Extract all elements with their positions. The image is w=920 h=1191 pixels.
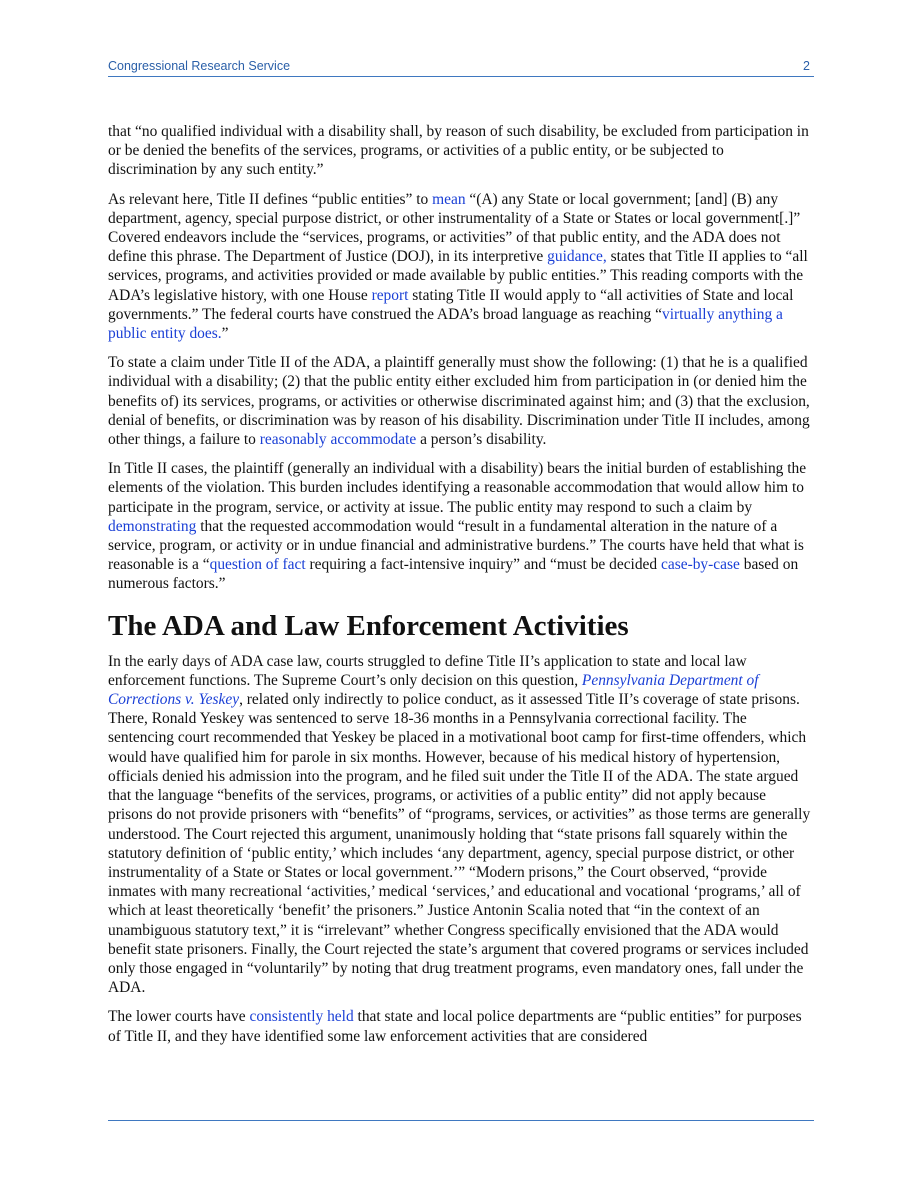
link-case-by-case[interactable]: case-by-case [661,556,740,574]
link-mean[interactable]: mean [432,190,466,208]
paragraph-2 [108,190,814,344]
footer-divider [108,1120,814,1121]
page-number: 2 [803,59,810,73]
text: based on numerous factors.” [108,556,799,593]
text: a person’s disability. [416,431,547,449]
text: ” [221,325,229,343]
document-body [108,122,814,1056]
link-guidance[interactable]: guidance, [547,248,607,266]
paragraph-5 [108,652,814,998]
paragraph-6 [108,1007,814,1045]
text: states that Title II applies to “all services, programs, and activities provided or made available by public entities.” This reading comports with the ADA’s legislative history, with one House [108,248,808,304]
text: stating Title II would apply to “all activities of State and local governments.” The federal courts have construed the ADA’s broad language as reaching “ [108,286,794,323]
text: The lower courts have [108,1008,250,1026]
text: that state and local police departments are “public entities” for purposes of Title II, and they have identified some law enforcement activities that are considered [108,1008,802,1045]
text: , related only indirectly to police conduct, as it assessed Title II’s coverage of state prisons. There, Ronald Yeskey was sentenced to serve 18-36 months in a Pennsylvania correctional facility. The sentencing court recommended that Yeskey be placed in a motivational boot camp for first-time offenders, which would have qualified him for parole in six months. However, because of his medical history of hypertension, officials denied his admission into the program, and he filed suit under the Title II of the ADA. The state argued that the language “benefits of the services, programs, or activities of a public entity” did not apply because prisons do not provide prisoners with “benefits” of “programs, services, or activities” as those terms are generally understood. The Court rejected this argument, unanimously holding that “state prisons fall squarely within the statutory definition of ‘public entity,’ which includes ‘any department, agency, special purpose district, or other instrumentality of a State or States or local government.’” “Modern prisons,” the Court observed, “provide inmates with many recreational ‘activities,’ medical ‘services,’ and educational and vocational ‘programs,’ all of which at least theoretically ‘benefit’ the prisoners.” Justice Antonin Scalia noted that “in the context of an unambiguous statutory text,” it is “irrelevant” whether Congress specifically envisioned that the ADA would benefit state prisoners. Finally, the Court rejected the state’s argument that covered programs or services included only those engaged in “voluntarily” by noting that drug treatment programs, even mandatory ones, fall under the ADA. [108,691,811,997]
text: that the requested accommodation would “result in a fundamental alteration in the nature of a service, program, or activity or in undue financial and administrative burdens.” The courts have held that what is reasonable is a “ [108,517,804,574]
text: In the early days of ADA case law, courts struggled to define Title II’s application to state and local law enforcement functions. The Supreme Court’s only decision on this question, [108,652,747,689]
link-reasonably-accommodate[interactable]: reasonably accommodate [259,431,417,449]
link-consistently-held[interactable]: consistently held [249,1008,354,1026]
paragraph-4 [108,459,814,593]
text: In Title II cases, the plaintiff (generally an individual with a disability) bears the initial burden of establishing the elements of the violation. This burden includes identifying a reasonable accommodation that would allow him to participate in the program, service, or activity at issue. The public entity may respond to such a claim by [108,460,807,516]
section-heading: The ADA and Law Enforcement Activities [108,609,629,642]
paragraph-1 [108,122,814,180]
link-virtually-anything[interactable]: virtually anything a public entity does. [108,305,783,343]
link-report[interactable]: report [371,286,409,304]
link-yeskey-case[interactable]: Pennsylvania Department of Corrections v. Yeskey [108,671,759,709]
page-header [108,58,814,77]
link-demonstrating[interactable]: demonstrating [108,517,197,535]
paragraph-3 [108,353,814,449]
text: requiring a fact-intensive inquiry” and “must be decided [305,556,661,574]
text: To state a claim under Title II of the ADA, a plaintiff generally must show the following: (1) that he is a qualified individual with a disability; (2) that the public entity either excluded him from participation in (or denied him the benefits of) its services, programs, or activities or otherwise discriminated against him; and (3) that the exclusion, denial of benefits, or discrimination was by reason of his disability. Discrimination under Title II includes, among other things, a failure to [108,354,810,449]
text: As relevant here, Title II defines “public entities” to [108,190,433,208]
header-org-name: Congressional Research Service [108,59,291,73]
text: “(A) any State or local government; [and] (B) any department, agency, special purpose district, or other instrumentality of a State or States or local government[.]” Covered endeavors include the “services, programs, or activities” of that public entity, and the ADA does not define this phrase. The Department of Justice (DOJ), in its interpretive [108,190,801,266]
text: that “no qualified individual with a disability shall, by reason of such disability, be excluded from participation in or be denied the benefits of the services, programs, or activities of a public entity, or be subjected to discrimination by any such entity.” [108,123,809,179]
link-question-of-fact[interactable]: question of fact [209,556,306,574]
